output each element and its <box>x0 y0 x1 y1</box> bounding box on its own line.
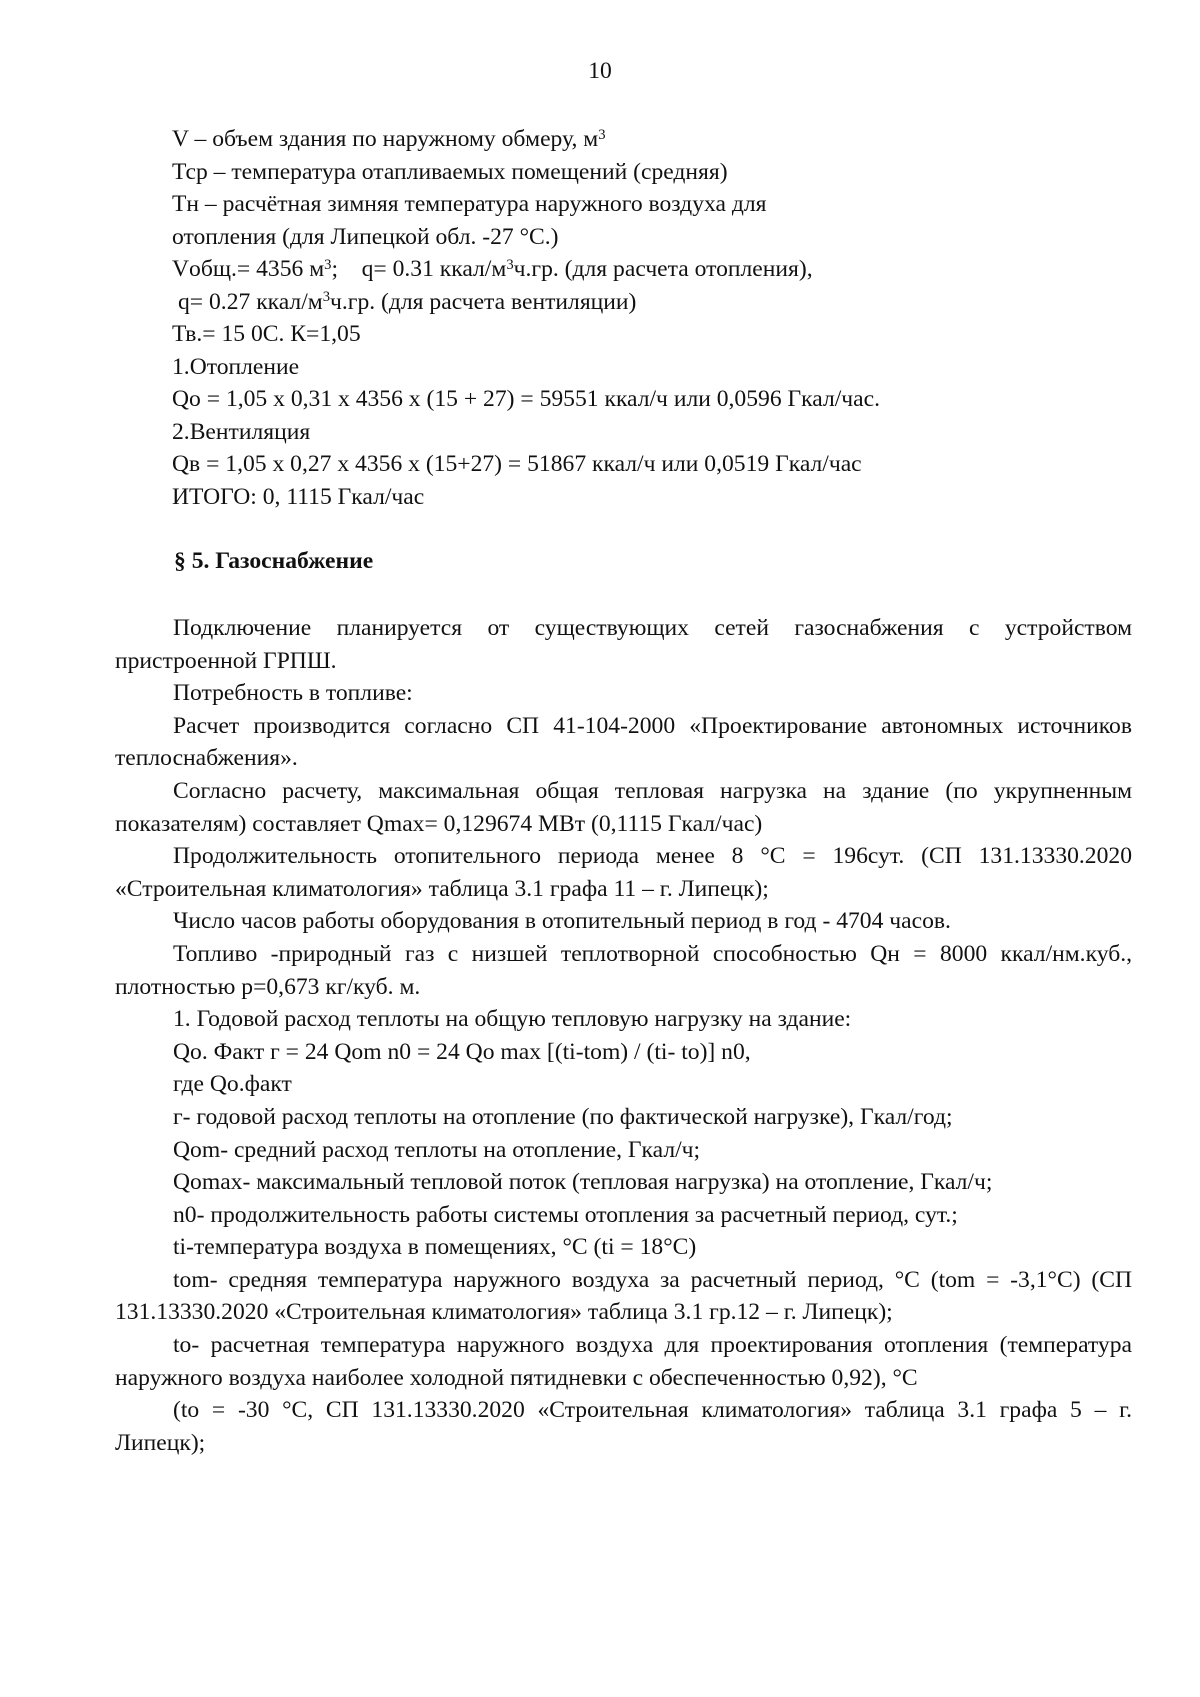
paragraph: Число часов работы оборудования в отопительный период в год - 4704 часов. <box>173 908 951 935</box>
definition-line: ИТОГО: 0, 1115 Гкал/час <box>172 483 425 510</box>
paragraph: Продолжительность отопительного периода менее 8 °С = 196сут. (СП 131.13330.2020 «Строительная климатология» таблица 3.1 графа 11 – г. Липецк); <box>115 843 1132 902</box>
definition-line: Qв = 1,05 x 0,27 x 4356 x (15+27) = 51867 ккал/ч или 0,0519 Гкал/час <box>172 451 862 477</box>
definition-line: отопления (для Липецкой обл. -27 °С.) <box>172 223 559 250</box>
paragraph: Согласно расчету, максимальная общая тепловая нагрузка на здание (по укрупненным показателям) составляет Qmax= 0,129674 МВт (0,1115 Гкал/час) <box>115 777 1132 837</box>
paragraph: to- расчетная температура наружного воздуха для проектирования отопления (температура наружного воздуха наиболее холодной пятидневки с обеспеченностью 0,92), °С <box>115 1332 1132 1391</box>
paragraph: n0- продолжительность работы системы отопления за расчетный период, сут.; <box>173 1201 958 1228</box>
page-number: 10 <box>588 58 612 84</box>
definition-line: Vобщ.= 4356 $м^3$; q= 0.31 ккал/$м^3ч.гр$. (для расчета отопления), <box>172 256 813 282</box>
paragraph: tom- средняя температура наружного воздуха за расчетный период, °С (tom = -3,1°С) (СП 131.13330.2020 «Строительная климатология» таблица 3.1 гр.12 – г. Липецк); <box>115 1266 1132 1326</box>
definition-line: Тср – температура отапливаемых помещений (средняя) <box>172 158 728 185</box>
definition-line: 1.Отопление <box>172 353 300 380</box>
definition-line: Qo = 1,05 x 0,31 x 4356 x (15 + 27) = 59551 ккал/ч или 0,0596 Гкал/час. <box>172 386 880 412</box>
section-heading: § 5. Газоснабжение <box>174 548 374 574</box>
paragraph: где Qo.факт <box>173 1071 292 1098</box>
paragraph: ti-температура воздуха в помещениях, °С (ti = 18°С) <box>173 1234 697 1261</box>
paragraph: Потребность в топливе: <box>173 680 413 707</box>
definition-line: Тв.= 15 0С. К=1,05 <box>172 321 361 347</box>
paragraph: Qomax- максимальный тепловой поток (тепловая нагрузка) на отопление, Гкал/ч; <box>173 1169 993 1196</box>
definition-line: 2.Вентиляция <box>172 418 311 445</box>
paragraph: Расчет производится согласно СП 41-104-2000 «Проектирование автономных источников теплоснабжения». <box>115 712 1132 772</box>
definitions-block <box>172 123 1132 513</box>
paragraph: Топливо -природный газ с низшей теплотворной способностью Qн = 8000 ккал/нм.куб., плотностью р=0,673 кг/куб. м. <box>115 940 1132 1000</box>
definition-line: Тн – расчётная зимняя температура наружного воздуха для <box>172 191 767 217</box>
definition-line: V – объем здания по наружному обмеру, $м^3$ <box>172 126 606 152</box>
paragraph: Qom- средний расход теплоты на отопление, Гкал/ч; <box>173 1136 701 1163</box>
paragraph: Qo. Факт г = 24 Qom n0 = 24 Qo max [(ti-tom) / (ti- to)] n0, <box>173 1038 751 1065</box>
paragraph: Подключение планируется от существующих сетей газоснабжения с устройством пристроенной ГРПШ. <box>115 615 1132 674</box>
definition-line: q= 0.27 ккал/$м^3ч.гр$. (для расчета вентиляции) <box>178 288 637 315</box>
paragraph: 1. Годовой расход теплоты на общую тепловую нагрузку на здание: <box>173 1006 852 1033</box>
paragraph: (to = -30 °С, СП 131.13330.2020 «Строительная климатология» таблица 3.1 графа 5 – г. Липецк); <box>115 1397 1132 1456</box>
paragraph: г- годовой расход теплоты на отопление (по фактической нагрузке), Гкал/год; <box>173 1103 953 1130</box>
body-text <box>115 612 1132 1459</box>
